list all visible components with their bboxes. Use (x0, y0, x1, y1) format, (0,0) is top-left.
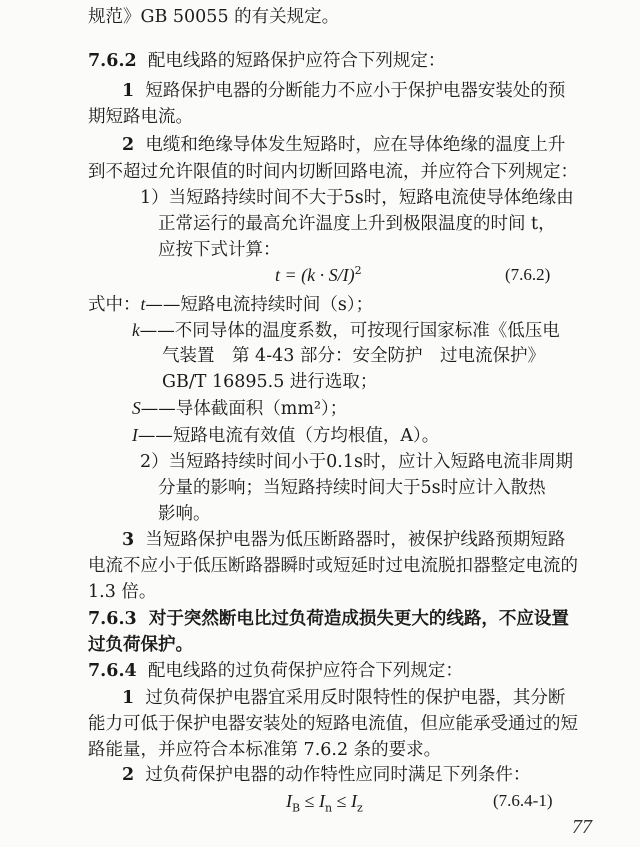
item-number: 1 (122, 688, 135, 708)
item-number: 1 (122, 81, 135, 101)
item-text: 过负荷保护电器宜采用反时限特性的保护电器，其分断 (145, 688, 566, 708)
text-line: 分量的影响；当短路持续时间大于5s时应计入散热 (158, 478, 546, 498)
section-heading-7-6-4 (88, 659, 463, 685)
symbol-definition: ——短路电流持续时间（s）； (145, 295, 374, 315)
item-text: 电缆和绝缘导体发生短路时，应在导体绝缘的温度上升 (145, 135, 566, 155)
item-number: 3 (122, 530, 135, 550)
equation-7-6-2 (275, 263, 362, 289)
subitem-text: 当短路持续时间不大于5s时，短路电流使导体绝缘由 (168, 188, 574, 208)
subscript-z: z (356, 801, 363, 815)
symbol-k: k (132, 320, 140, 340)
equation-exponent: 2 (354, 264, 362, 278)
item-line (122, 528, 565, 554)
section-text: 对于突然断电比过负荷造成损失更大的线路，不应设置 (148, 609, 569, 629)
text-line: 过负荷保护。 (88, 635, 193, 655)
subitem-line (140, 450, 573, 476)
item-text: 过负荷保护电器的动作特性应同时满足下列条件： (145, 765, 531, 785)
text-line: GB/T 16895.5 进行选取； (162, 372, 378, 392)
symbol-definition: ——导体截面积（mm²）； (140, 399, 348, 419)
section-number: 7.6.2 (88, 51, 137, 71)
where-line-t (88, 292, 373, 318)
item-line (122, 763, 530, 789)
where-line-i (132, 423, 439, 449)
text-line: 能力可低于保护电器安装处的短路电流值，但应能承受通过的短 (88, 714, 578, 734)
text-line: 规范》GB 50055 的有关规定。 (88, 7, 340, 27)
page-number: 77 (572, 816, 592, 838)
equation-number: (7.6.4-1) (493, 791, 553, 810)
subitem-number: 2） (140, 452, 169, 472)
symbol-definition: ——不同导体的温度系数，可按现行国家标准《低压电 (139, 321, 560, 341)
where-line-s (132, 396, 347, 422)
symbol-s: S (132, 398, 141, 418)
text-line: 正常运行的最高允许温度上升到极限温度的时间 t， (158, 214, 556, 234)
symbol-definition: ——短路电流有效值（方均根值，A）。 (137, 426, 440, 446)
text-line: 1.3 倍。 (88, 582, 157, 602)
subitem-number: 1） (140, 188, 169, 208)
item-line (122, 79, 565, 105)
where-line-k (132, 318, 560, 344)
text-line: 气装置 第 4-43 部分：安全防护 过电流保护》 (162, 346, 545, 366)
leq-sign: ≤ (332, 791, 351, 811)
subitem-line (140, 186, 574, 212)
leq-sign: ≤ (300, 791, 319, 811)
text-line: 应按下式计算： (158, 240, 281, 260)
section-text: 配电线路的短路保护应符合下列规定： (147, 51, 446, 71)
symbol-t: t (140, 294, 146, 314)
subitem-text: 当短路持续时间小于0.1s时，应计入短路电流非周期 (168, 452, 573, 472)
equation-body: t = (k · S/I) (275, 265, 355, 285)
symbol-i: I (132, 425, 138, 445)
item-line (122, 686, 565, 712)
text-line: 电流不应小于低压断路器瞬时或短延时过电流脱扣器整定电流的 (88, 556, 578, 576)
text-line: 路能量，并应符合本标准第 7.6.2 条的要求。 (88, 740, 442, 760)
section-text: 配电线路的过负荷保护应符合下列规定： (147, 661, 463, 681)
item-number: 2 (122, 765, 135, 785)
section-heading-7-6-3 (88, 607, 569, 633)
symbol-iz: I (350, 791, 357, 811)
subscript-n: n (324, 801, 333, 815)
item-line (122, 133, 565, 159)
item-text: 短路保护电器的分断能力不应小于保护电器安装处的预 (145, 81, 566, 101)
section-heading-7-6-2 (88, 49, 445, 75)
item-text: 当短路保护电器为低压断路器时，被保护线路预期短路 (145, 530, 566, 550)
where-label: 式中： (88, 295, 141, 315)
section-number: 7.6.4 (88, 661, 137, 681)
equation-7-6-4-1 (286, 789, 363, 815)
text-line: 到不超过允许限值的时间内切断回路电流，并应符合下列规定： (88, 162, 578, 182)
symbol-in: I (318, 791, 325, 811)
text-line: 影响。 (158, 504, 211, 524)
text-line: 期短路电流。 (88, 107, 193, 127)
equation-number: (7.6.2) (505, 265, 551, 284)
section-number: 7.6.3 (88, 609, 137, 629)
symbol-ib: I (286, 791, 292, 811)
item-number: 2 (122, 135, 135, 155)
subscript-b: B (292, 801, 301, 815)
